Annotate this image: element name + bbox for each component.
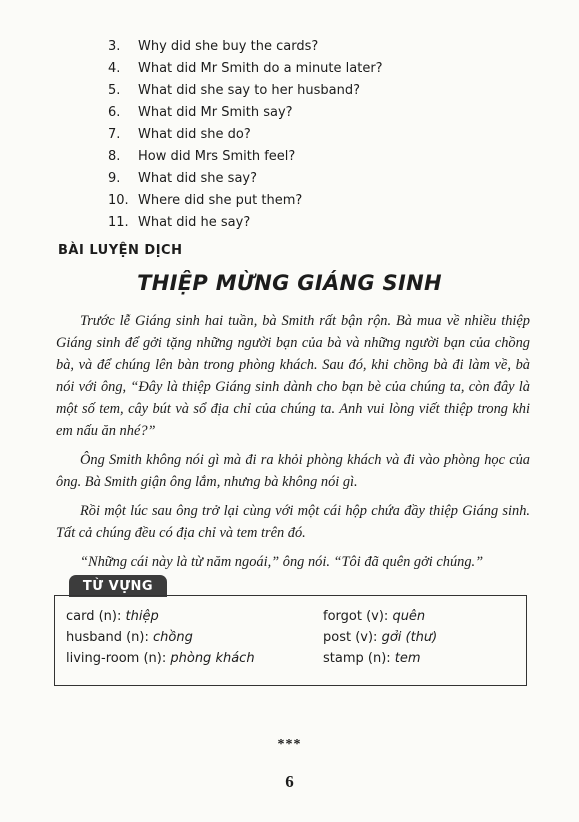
question-item: 7. What did she do? [108,127,251,142]
question-item: 10. Where did she put them? [108,193,303,208]
vocab-column-left [66,606,255,669]
question-item: 3. Why did she buy the cards? [108,39,319,54]
story-paragraph: Ông Smith không nói gì mà đi ra khỏi phòng khách và đi vào phòng học của ông. Bà Smith giận ông lắm, nhưng bà không nói gì. [56,452,530,490]
vocab-column-right [323,606,437,669]
vocab-entry: living-room (n): phòng khách [66,651,255,666]
story-paragraph: Trước lễ Giáng sinh hai tuần, bà Smith rất bận rộn. Bà mua về nhiều thiệp Giáng sinh để gởi tặng những người bạn của bà và những người bạn của chồng bà, và để chúng lên bàn trong phòng khách. Sau đó, khi chồng bà đi làm về, bà nói với ông, “Đây là thiệp Giáng sinh dành cho bạn bè của chúng ta, còn đây là một số tem, cây bút và sổ địa chỉ của chúng ta. Anh vui lòng viết thiệp trong khi em nấu ăn nhé?” [56,313,530,439]
vocab-box [54,595,527,686]
question-item: 9. What did she say? [108,171,258,186]
question-item: 6. What did Mr Smith say? [108,105,293,120]
story-paragraph: Rồi một lúc sau ông trở lại cùng với một cái hộp chứa đầy thiệp Giáng sinh. Tất cả chúng đều có địa chỉ và tem trên đó. [56,503,530,541]
story-paragraph: “Những cái này là từ năm ngoái,” ông nói. “Tôi đã quên gởi chúng.” [80,554,484,570]
section-heading: BÀI LUYỆN DỊCH [58,243,183,258]
question-item: 8. How did Mrs Smith feel? [108,149,296,164]
vocab-title: TỪ VỰNG [69,575,167,597]
vocab-entry: card (n): thiệp [66,609,159,624]
page-number: 6 [285,772,294,791]
section-separator: *** [277,737,302,752]
vocab-entry: stamp (n): tem [323,651,421,666]
question-item: 4. What did Mr Smith do a minute later? [108,61,383,76]
story-text [56,310,530,580]
question-item: 11. What did he say? [108,215,251,230]
vocab-entry: forgot (v): quên [323,609,426,624]
vocab-entry: post (v): gởi (thư) [323,630,438,645]
vocab-entry: husband (n): chồng [66,630,193,645]
story-title: THIỆP MỪNG GIÁNG SINH [137,271,442,295]
question-list [108,36,383,234]
question-item: 5. What did she say to her husband? [108,83,361,98]
